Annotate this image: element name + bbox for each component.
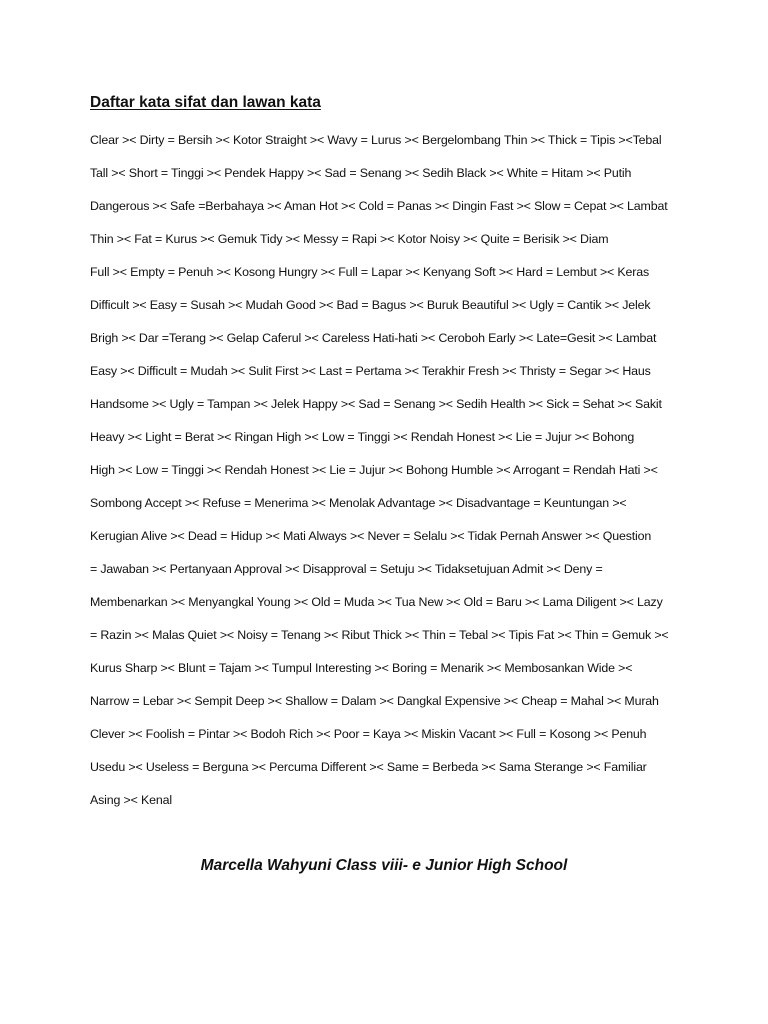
text-line: Difficult >< Easy = Susah >< Mudah Good >< Bad = Bagus >< Buruk Beautiful >< Ugly = Cantik >< Jelek xyxy=(90,298,651,312)
text-line: Full >< Empty = Penuh >< Kosong Hungry >< Full = Lapar >< Kenyang Soft >< Hard = Lembut >< Keras xyxy=(90,265,650,279)
text-line: = Jawaban >< Pertanyaan Approval >< Disapproval = Setuju >< Tidaksetujuan Admit >< Deny = xyxy=(90,562,603,576)
text-line: Clever >< Foolish = Pintar >< Bodoh Rich >< Poor = Kaya >< Miskin Vacant >< Full = Kosong >< Penuh xyxy=(90,727,647,741)
text-line: Asing >< Kenal xyxy=(90,793,172,807)
text-line: Handsome >< Ugly = Tampan >< Jelek Happy >< Sad = Senang >< Sedih Health >< Sick = Sehat >< Sakit xyxy=(90,397,662,411)
text-line: Clear >< Dirty = Bersih >< Kotor Straight >< Wavy = Lurus >< Bergelombang Thin >< Thick = Tipis ><Tebal xyxy=(90,133,662,147)
text-line: Sombong Accept >< Refuse = Menerima >< Menolak Advantage >< Disadvantage = Keuntungan >< xyxy=(90,496,627,510)
text-line: Narrow = Lebar >< Sempit Deep >< Shallow = Dalam >< Dangkal Expensive >< Cheap = Mahal >< Murah xyxy=(90,694,659,708)
text-line: Heavy >< Light = Berat >< Ringan High >< Low = Tinggi >< Rendah Honest >< Lie = Jujur >< Bohong xyxy=(90,430,635,444)
document-title: Daftar kata sifat dan lawan kata xyxy=(90,94,321,111)
text-line: Dangerous >< Safe =Berbahaya >< Aman Hot >< Cold = Panas >< Dingin Fast >< Slow = Cepat >< Lambat xyxy=(90,199,668,213)
text-line: Membenarkan >< Menyangkal Young >< Old = Muda >< Tua New >< Old = Baru >< Lama Diligent >< Lazy xyxy=(90,595,663,609)
text-line: = Razin >< Malas Quiet >< Noisy = Tenang >< Ribut Thick >< Thin = Tebal >< Tipis Fat >< Thin = Gemuk >< xyxy=(90,628,669,642)
text-line: Thin >< Fat = Kurus >< Gemuk Tidy >< Messy = Rapi >< Kotor Noisy >< Quite = Berisik >< Diam xyxy=(90,232,609,246)
text-line: Usedu >< Useless = Berguna >< Percuma Different >< Same = Berbeda >< Sama Sterange >< Familiar xyxy=(90,760,647,774)
text-line: Kerugian Alive >< Dead = Hidup >< Mati Always >< Never = Selalu >< Tidak Pernah Answer >< Question xyxy=(90,529,652,543)
author-signature: Marcella Wahyuni Class viii- e Junior High School xyxy=(200,857,568,874)
text-line: Tall >< Short = Tinggi >< Pendek Happy >< Sad = Senang >< Sedih Black >< White = Hitam >< Putih xyxy=(90,166,632,180)
text-line: Easy >< Difficult = Mudah >< Sulit First >< Last = Pertama >< Terakhir Fresh >< Thristy = Segar >< Haus xyxy=(90,364,651,378)
text-line: Brigh >< Dar =Terang >< Gelap Caferul >< Careless Hati-hati >< Ceroboh Early >< Late=Gesit >< Lambat xyxy=(90,331,657,345)
text-line: High >< Low = Tinggi >< Rendah Honest >< Lie = Jujur >< Bohong Humble >< Arrogant = Rendah Hati >< xyxy=(90,463,658,477)
text-line: Kurus Sharp >< Blunt = Tajam >< Tumpul Interesting >< Boring = Menarik >< Membosankan Wide >< xyxy=(90,661,633,675)
word-list xyxy=(90,130,690,823)
